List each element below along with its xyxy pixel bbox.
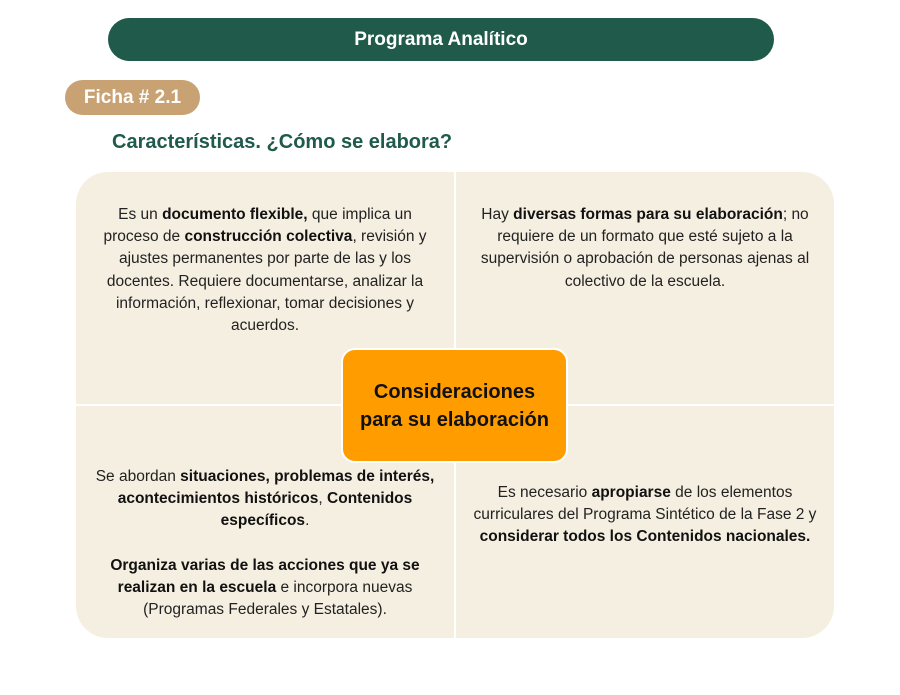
ficha-badge	[65, 80, 200, 115]
quadrant-text: ; no requiere de un formato que esté sujeto a la supervisión o aprobación de personas ajenas al colectivo de la escuela.	[480, 206, 810, 290]
quadrant-paragraph	[82, 555, 448, 622]
quadrant-text: , revisión y ajustes permanentes por parte de las y los docentes. Requiere documentarse, analizar la información, reflexionar, tomar decisiones y acuerdos.	[106, 228, 427, 335]
quadrant-bold-text: Contenidos específicos	[220, 490, 413, 530]
quadrant-bold-text: Organiza varias de las acciones que ya se realizan en la escuela	[110, 556, 420, 596]
quadrant-bottom-left	[76, 466, 454, 621]
quadrant-bold-text: situaciones, problemas de interés, acontecimientos históricos	[117, 468, 435, 508]
ficha-label: Ficha # 2.1	[83, 86, 182, 108]
quadrant-text: .	[305, 512, 310, 530]
quadrant-bold-text: construcción colectiva	[184, 228, 353, 246]
program-title: Programa Analítico	[354, 28, 528, 50]
quadrant-bold-text: considerar todos los Contenidos nacionales.	[479, 528, 811, 546]
quadrant-text: de los elementos curriculares del Programa Sintético de la Fase 2 y	[473, 484, 817, 524]
quadrant-text: ,	[318, 490, 328, 508]
center-label	[360, 378, 549, 434]
quadrant-text: e incorpora nuevas (Programas Federales y Estatales).	[143, 578, 413, 619]
quadrant-text: Es necesario	[497, 484, 592, 501]
section-subtitle: Características. ¿Cómo se elabora?	[112, 131, 453, 153]
center-label-line1: Consideraciones	[373, 380, 536, 403]
quadrant-paragraph	[82, 466, 448, 533]
quadrant-text: Se abordan	[95, 468, 181, 485]
quadrant-top-left	[76, 204, 454, 337]
quadrant-bold-text: apropiarse	[591, 484, 671, 501]
quadrant-bold-text: diversas formas para su elaboración	[513, 206, 783, 223]
center-considerations-box	[341, 348, 568, 463]
quadrant-text: Hay	[481, 206, 514, 223]
quadrant-bold-text: documento flexible,	[162, 206, 308, 223]
program-title-banner	[108, 18, 774, 61]
quadrant-bottom-right	[456, 482, 834, 549]
center-label-line2: para su elaboración	[360, 408, 549, 431]
quadrant-top-right	[456, 204, 834, 293]
quadrant-text: Es un	[118, 206, 163, 223]
paragraph-spacer	[82, 533, 448, 555]
quadrant-text: que implica un proceso de	[103, 206, 412, 246]
